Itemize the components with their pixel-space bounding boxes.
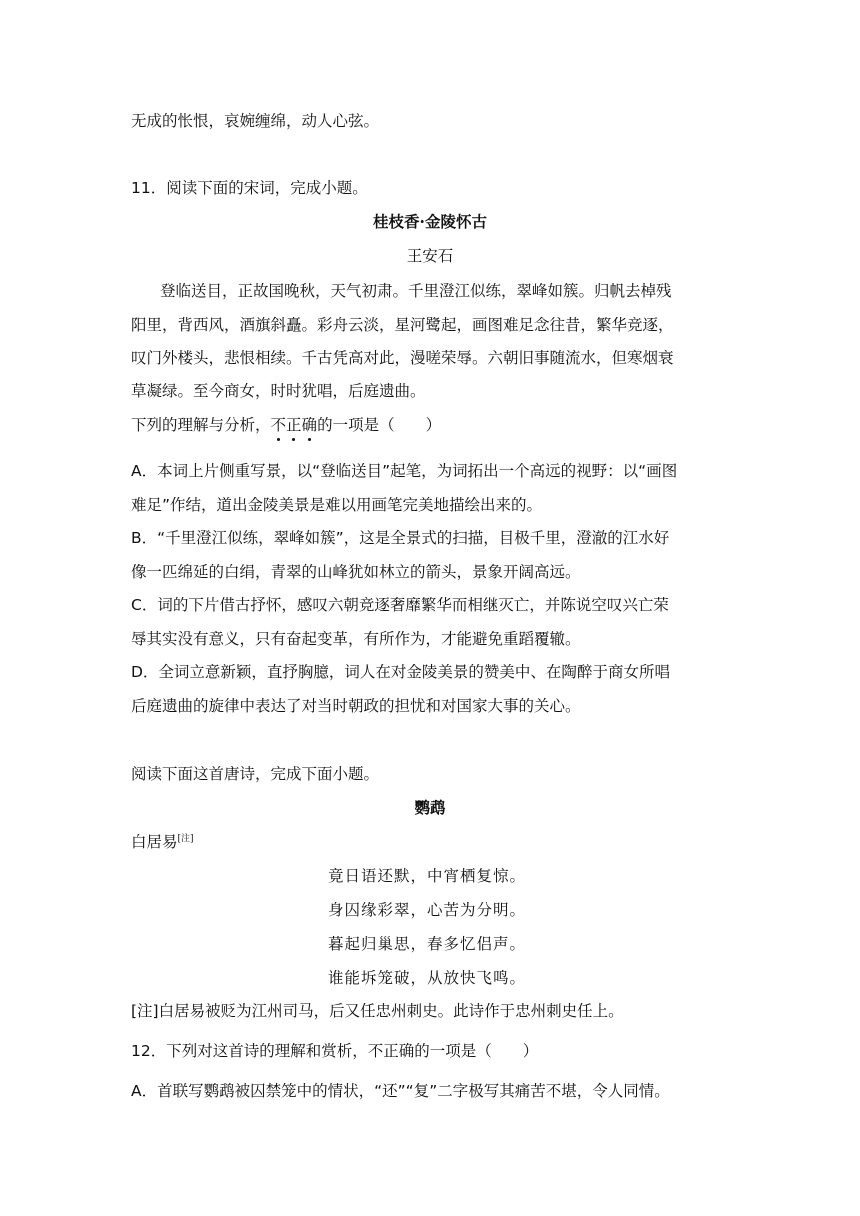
- q12-poem-author: [131, 831, 194, 853]
- q12-author-name: 白居易: [131, 833, 178, 851]
- q11-option-b: B．“千里澄江似练，翠峰如簇”，这是全景式的扫描，目极千里，澄澈的江水好: [131, 529, 670, 547]
- q12-poem-line: 竟日语还默，中宵栖复惊。: [328, 867, 527, 885]
- q11-poem-title: 桂枝香·金陵怀古: [373, 212, 487, 231]
- q11-intro: 11．阅读下面的宋词，完成小题。: [131, 179, 368, 197]
- q11-poem-line: 草凝绿。至今商女，时时犹唱，后庭遗曲。: [131, 382, 426, 400]
- q12-intro: 阅读下面这首唐诗，完成下面小题。: [131, 765, 380, 783]
- q11-question: [131, 414, 441, 436]
- q11-option-a: A．本词上片侧重写景，以“登临送目”起笔，为词拓出一个高远的视野：以“画图: [131, 462, 678, 480]
- q12-poem-title: 鹦鹉: [414, 798, 446, 817]
- q12-poem-line: 身囚缘彩翠，心苦为分明。: [328, 901, 527, 919]
- q11-poem-line: 叹门外楼头，悲恨相续。千古凭高对此，漫嗟荣辱。六朝旧事随流水，但寒烟衰: [131, 349, 674, 367]
- q12-poem-line: 暮起归巢思，春多忆侣声。: [328, 935, 527, 953]
- emphasis-dot-char: 正: [286, 416, 302, 434]
- q11-option-b-cont: 像一匹绵延的白绢，青翠的山峰犹如林立的箭头，景象开阔高远。: [131, 563, 581, 581]
- q12-note: [注]白居易被贬为江州司马，后又任忠州刺史。此诗作于忠州刺史任上。: [131, 1002, 624, 1020]
- q12-question: 12．下列对这首诗的理解和赏析，不正确的一项是（ ）: [131, 1042, 539, 1060]
- q11-option-c-cont: 辱其实没有意义，只有奋起变革，有所作为，才能避免重蹈覆辙。: [131, 630, 581, 648]
- emphasis-dot-char: 确: [301, 416, 318, 434]
- q12-option-a: A．首联写鹦鹉被囚禁笼中的情状，“还”“复”二字极写其痛苦不堪，令人同情。: [131, 1082, 670, 1100]
- q11-poem-author: 王安石: [406, 247, 454, 265]
- q11-question-prefix: 下列的理解与分析，: [131, 416, 271, 434]
- emphasis-dot-char: 不: [270, 416, 287, 434]
- q11-option-c: C．词的下片借古抒怀，感叹六朝竞逐奢靡繁华而相继灭亡，并陈说空叹兴亡荣: [131, 596, 669, 614]
- q12-poem-line: 谁能坼笼破，从放快飞鸣。: [328, 969, 527, 987]
- top-line: 无成的怅恨，哀婉缠绵，动人心弦。: [131, 112, 380, 130]
- q11-poem-line: 登临送目，正故国晚秋，天气初肃。千里澄江似练，翠峰如簇。归帆去棹残: [160, 282, 672, 300]
- q11-question-suffix: 的一项是（ ）: [317, 416, 442, 434]
- q11-poem-line: 阳里，背西风，酒旗斜矗。彩舟云淡，星河鹭起，画图难足念往昔，繁华竞逐，: [131, 316, 674, 334]
- q11-option-a-cont: 难足”作结，道出金陵美景是难以用画笔完美地描绘出来的。: [131, 496, 543, 514]
- q11-option-d: D．全词立意新颖，直抒胸臆，词人在对金陵美景的赞美中、在陶醉于商女所唱: [131, 663, 670, 681]
- q11-option-d-cont: 后庭遗曲的旋律中表达了对当时朝政的担忧和对国家大事的关心。: [131, 697, 581, 715]
- q12-author-note-mark: [注]: [177, 834, 194, 844]
